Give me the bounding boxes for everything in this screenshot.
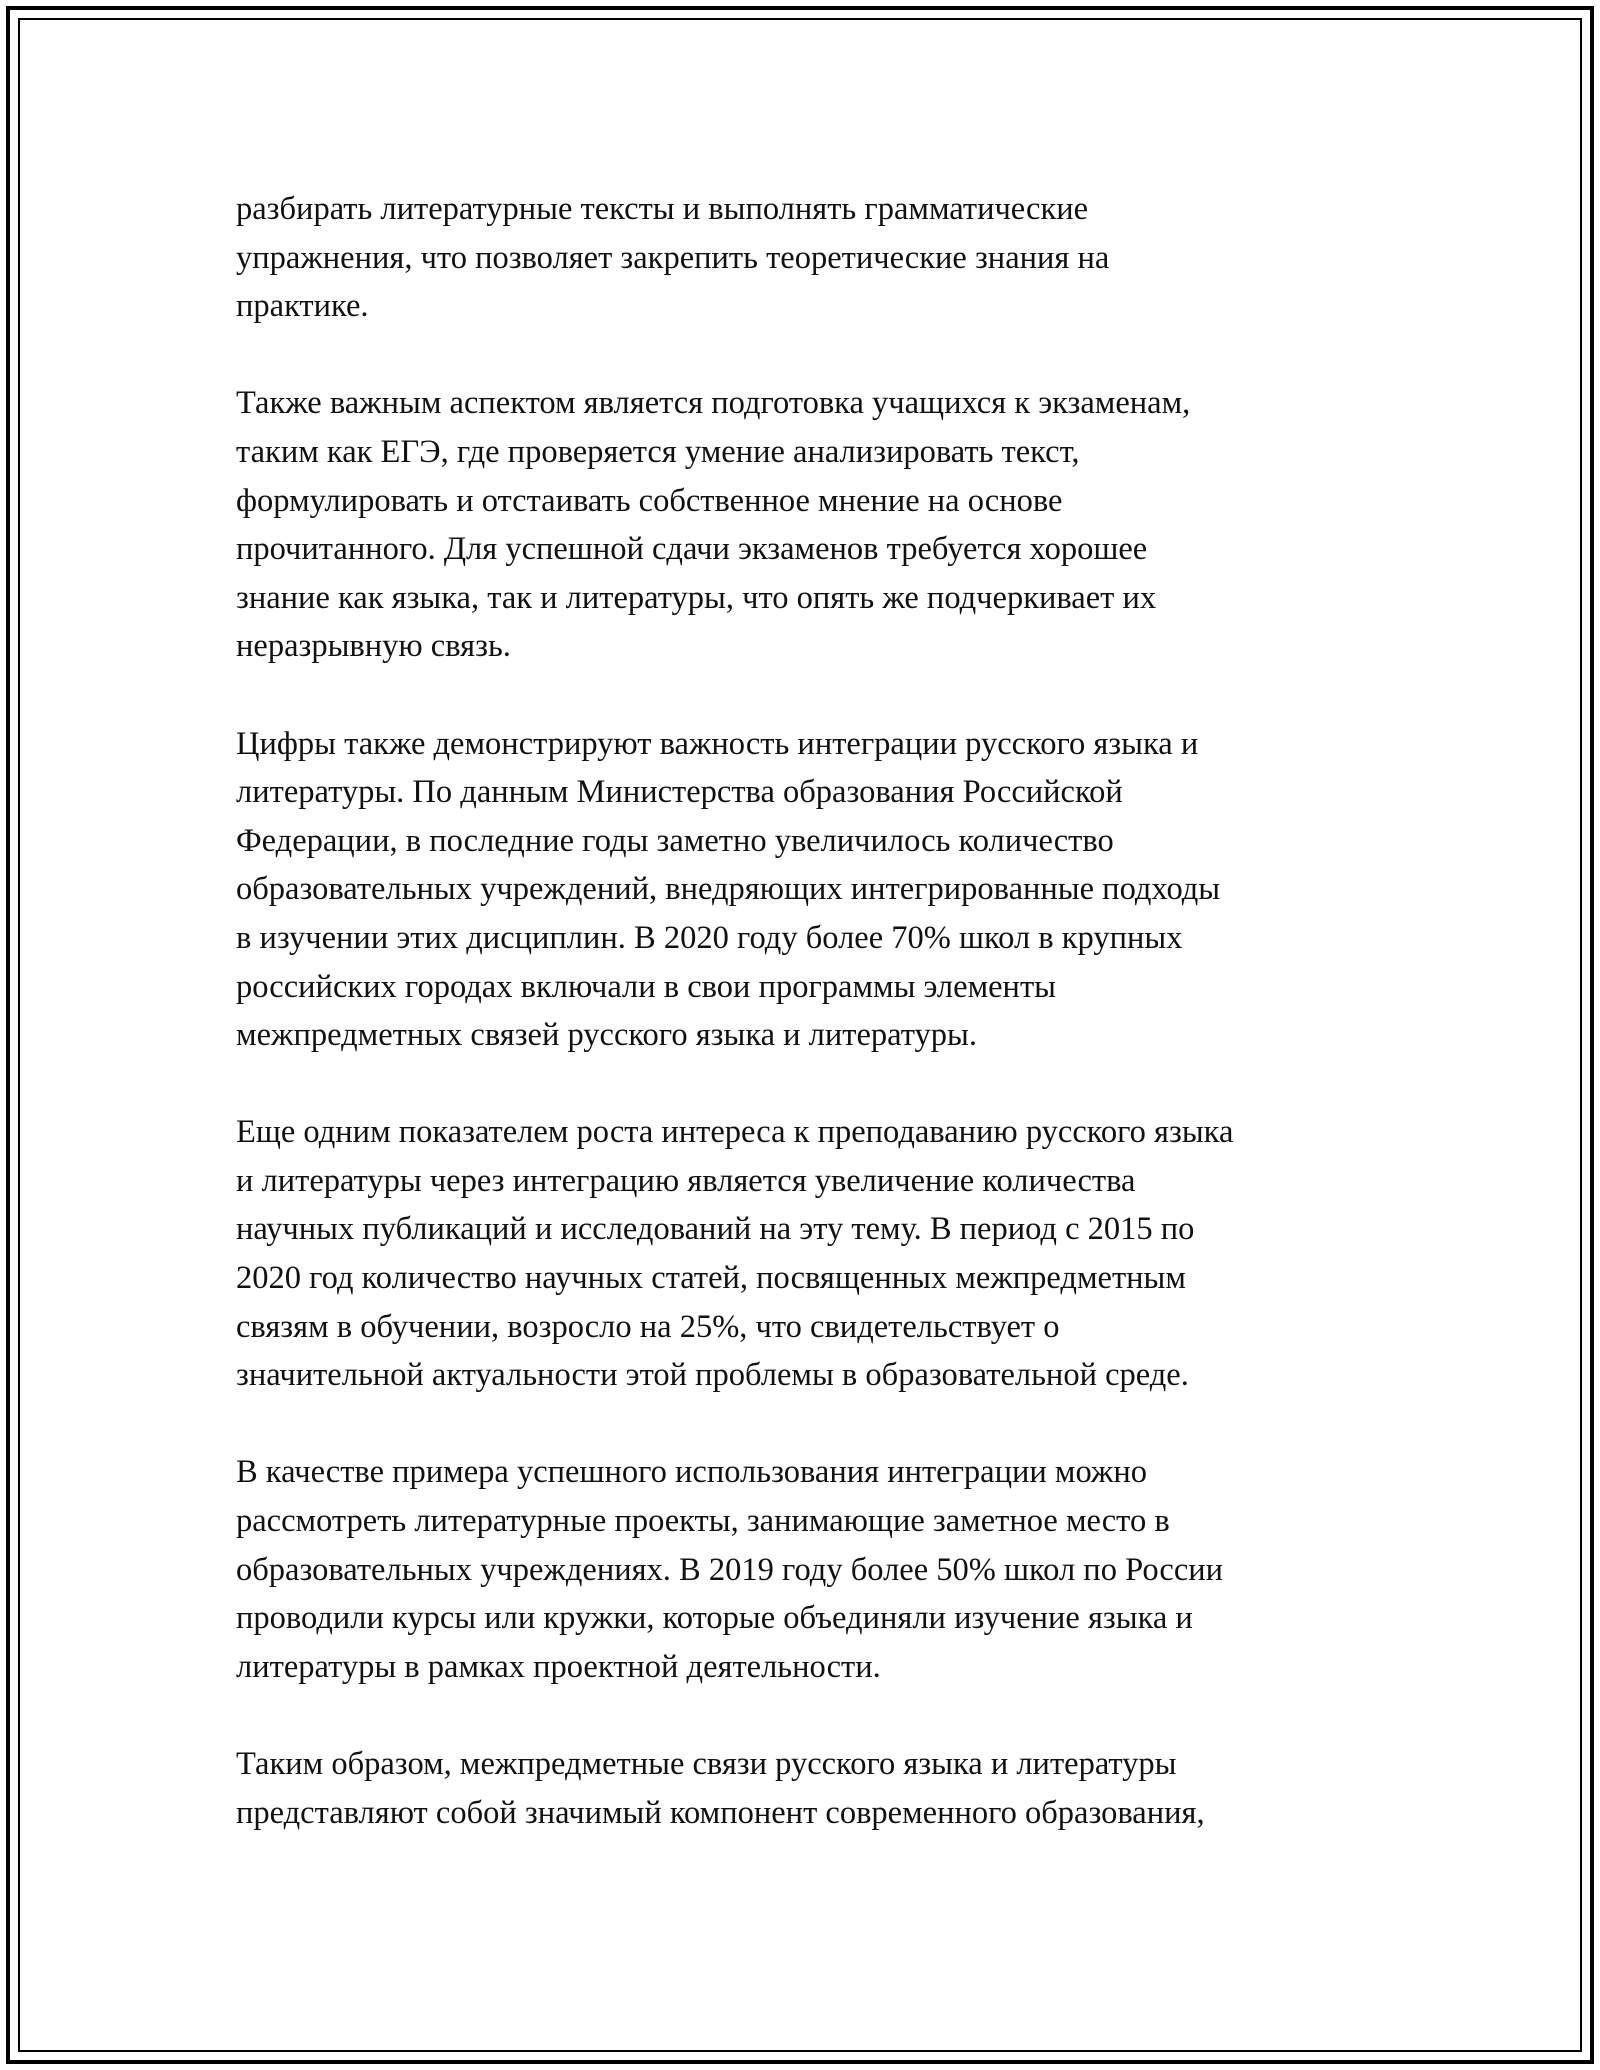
text-line: представляют собой значимый компонент современного образования, <box>236 1794 1205 1831</box>
paragraph-6 <box>236 1740 1386 1837</box>
text-line: В качестве примера успешного использования интеграции можно <box>236 1454 1148 1491</box>
text-line: в изучении этих дисциплин. В 2020 году более 70% школ в крупных <box>236 919 1183 956</box>
text-line: Цифры также демонстрируют важность интеграции русского языка и <box>236 725 1199 762</box>
text-line: литературы в рамках проектной деятельности. <box>236 1648 881 1685</box>
paragraph-2 <box>236 379 1386 671</box>
text-line: упражнения, что позволяет закрепить теоретические знания на <box>236 239 1110 276</box>
text-line: российских городах включали в свои программы элементы <box>236 968 1056 1005</box>
paragraph-1 <box>236 185 1386 331</box>
text-line: образовательных учреждениях. В 2019 году более 50% школ по России <box>236 1551 1224 1588</box>
text-line: Федерации, в последние годы заметно увеличилось количество <box>236 822 1114 859</box>
document-body <box>236 185 1386 1837</box>
text-line: образовательных учреждений, внедряющих интегрированные подходы <box>236 871 1221 908</box>
text-line: знание как языка, так и литературы, что опять же подчеркивает их <box>236 579 1157 616</box>
text-line: таким как ЕГЭ, где проверяется умение анализировать текст, <box>236 433 1080 470</box>
paragraph-4 <box>236 1108 1386 1400</box>
text-line: межпредметных связей русского языка и литературы. <box>236 1017 977 1054</box>
text-line: формулировать и отстаивать собственное мнение на основе <box>236 482 1063 519</box>
paragraph-3 <box>236 720 1386 1060</box>
text-line: связям в обучении, возросло на 25%, что свидетельствует о <box>236 1308 1060 1345</box>
text-line: и литературы через интеграцию является увеличение количества <box>236 1162 1136 1199</box>
text-line: Таким образом, межпредметные связи русского языка и литературы <box>236 1746 1177 1782</box>
text-line: проводили курсы или кружки, которые объединяли изучение языка и <box>236 1600 1193 1637</box>
text-line: Также важным аспектом является подготовка учащихся к экзаменам, <box>236 385 1191 422</box>
text-line: практике. <box>236 288 369 325</box>
text-line: 2020 год количество научных статей, посвященных межпредметным <box>236 1260 1186 1297</box>
text-line: рассмотреть литературные проекты, занимающие заметное место в <box>236 1503 1170 1540</box>
text-line: разбирать литературные тексты и выполнять грамматические <box>236 191 1089 227</box>
text-line: литературы. По данным Министерства образования Российской <box>236 774 1123 811</box>
paragraph-5 <box>236 1448 1386 1691</box>
text-line: научных публикаций и исследований на эту тему. В период с 2015 по <box>236 1211 1195 1248</box>
text-line: неразрывную связь. <box>236 628 511 665</box>
text-line: Еще одним показателем роста интереса к преподаванию русского языка <box>236 1114 1234 1151</box>
text-line: значительной актуальности этой проблемы в образовательной среде. <box>236 1357 1189 1394</box>
text-line: прочитанного. Для успешной сдачи экзаменов требуется хорошее <box>236 531 1148 568</box>
